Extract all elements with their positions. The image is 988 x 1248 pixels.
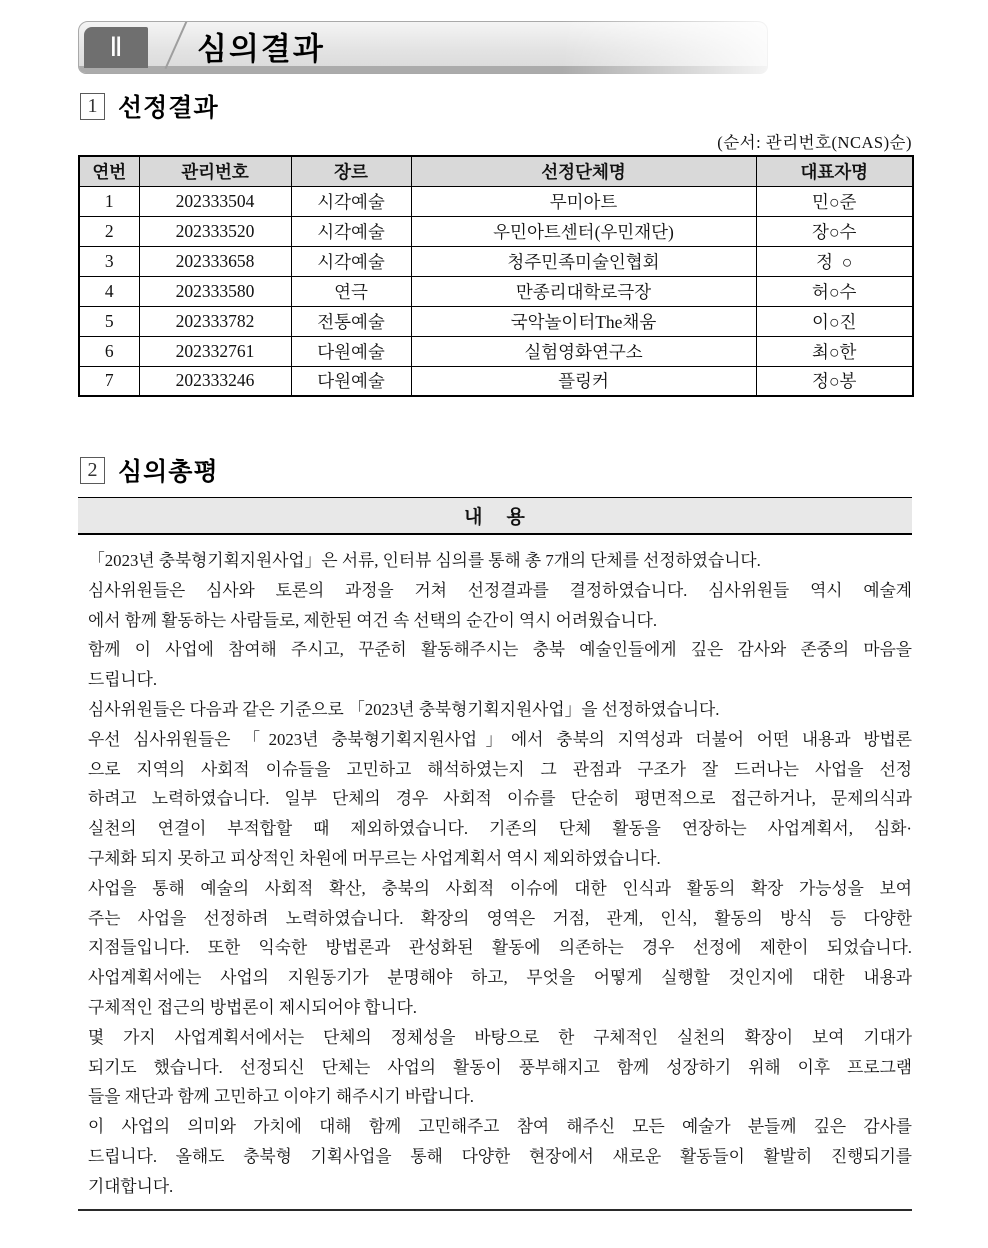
column-header: 선정단체명 <box>411 156 756 186</box>
table-cell: 4 <box>79 276 139 306</box>
table-cell: 플링커 <box>411 366 756 396</box>
table-cell: 1 <box>79 186 139 216</box>
column-header: 연번 <box>79 156 139 186</box>
table-cell: 이○진 <box>756 306 913 336</box>
table-row <box>79 186 913 216</box>
banner-fade <box>562 19 892 77</box>
review-line: 함께 이 사업에 참여해 주시고, 꾸준히 활동해주시는 충북 예술인들에게 깊은 감사와 존중의 마음을 <box>88 640 912 660</box>
table-cell: 전통예술 <box>291 306 411 336</box>
table-row <box>79 276 913 306</box>
table-row <box>79 246 913 276</box>
section-title: 심의총평 <box>118 458 219 486</box>
table-cell: 국악놀이터The채움 <box>411 306 756 336</box>
table-header-row <box>79 156 913 186</box>
table-cell: 7 <box>79 366 139 396</box>
table-row <box>79 366 913 396</box>
section-heading-selection <box>80 88 219 124</box>
table-cell: 202333658 <box>139 246 291 276</box>
review-line: 드립니다. <box>88 670 158 690</box>
review-line: 주는 사업을 선정하려 노력하였습니다. 확장의 영역은 거점, 관계, 인식, 활동의 방식 등 다양한 <box>88 908 912 928</box>
table-cell: 다원예술 <box>291 336 411 366</box>
review-line: 구체화 되지 못하고 피상적인 차원에 머무르는 사업계획서 역시 제외하였습니다. <box>88 848 661 868</box>
table-cell: 장○수 <box>756 216 913 246</box>
table-cell: 정 ○ <box>756 246 913 276</box>
review-line: 사업계획서에는 사업의 지원동기가 분명해야 하고, 무엇을 어떻게 실행할 것인지에 대한 내용과 <box>88 968 912 988</box>
table-row <box>79 216 913 246</box>
section-number-box: 1 <box>80 93 105 120</box>
table-cell: 민○준 <box>756 186 913 216</box>
table-cell: 무미아트 <box>411 186 756 216</box>
table-cell: 최○한 <box>756 336 913 366</box>
table-cell: 5 <box>79 306 139 336</box>
review-line: 실천의 연결이 부적합할 때 제외하였습니다. 기존의 단체 활동을 연장하는 사업계획서, 심화· <box>88 819 912 839</box>
table-row <box>79 336 913 366</box>
chapter-banner <box>78 21 892 75</box>
column-header: 장르 <box>291 156 411 186</box>
content-header-label: 내 용 <box>464 507 526 528</box>
section-title: 선정결과 <box>118 94 219 122</box>
table-cell: 202332761 <box>139 336 291 366</box>
table-cell: 시각예술 <box>291 216 411 246</box>
review-line: 기대합니다. <box>88 1176 174 1196</box>
table-cell: 202333580 <box>139 276 291 306</box>
banner-divider-slash <box>165 21 188 69</box>
table-cell: 청주민족미술인협회 <box>411 246 756 276</box>
table-cell: 시각예술 <box>291 246 411 276</box>
review-line: 심사위원들은 심사와 토론의 과정을 거쳐 선정결과를 결정하였습니다. 심사위원들 역시 예술계 <box>88 580 912 600</box>
review-line: 우선 심사위원들은 「2023년 충북형기획지원사업」에서 충북의 지역성과 더불어 어떤 내용과 방법론 <box>88 729 912 749</box>
table-cell: 실험영화연구소 <box>411 336 756 366</box>
content-header-bar <box>78 497 912 535</box>
review-line: 「2023년 충북형기획지원사업」은 서류, 인터뷰 심의를 통해 총 7개의 단체를 선정하였습니다. <box>88 551 761 570</box>
review-line: 되기도 했습니다. 선정되신 단체는 사업의 활동이 풍부해지고 함께 성장하기 위해 이후 프로그램 <box>88 1057 912 1077</box>
review-line: 하려고 노력하였습니다. 일부 단체의 경우 사회적 이슈를 단순히 평면적으로 접근하거나, 문제의식과 <box>88 789 912 809</box>
table-cell: 2 <box>79 216 139 246</box>
table-cell: 허○수 <box>756 276 913 306</box>
review-line: 으로 지역의 사회적 이슈들을 고민하고 해석하였는지 그 관점과 구조가 잘 드러나는 사업을 선정 <box>88 759 912 779</box>
sort-order-note: (순서: 관리번호(NCAS)순) <box>717 133 912 152</box>
review-line: 드립니다. 올해도 충북형 기획사업을 통해 다양한 현장에서 새로운 활동들이 활발히 진행되기를 <box>88 1146 912 1166</box>
chapter-title: 심의결과 <box>197 31 325 67</box>
table-cell: 202333520 <box>139 216 291 246</box>
table-cell: 정○봉 <box>756 366 913 396</box>
table-cell: 연극 <box>291 276 411 306</box>
selection-table-body <box>79 186 913 396</box>
column-header: 관리번호 <box>139 156 291 186</box>
table-cell: 우민아트센터(우민재단) <box>411 216 756 246</box>
review-line: 심사위원들은 다음과 같은 기준으로 「2023년 충북형기획지원사업」을 선정하였습니다. <box>88 699 720 719</box>
review-line: 에서 함께 활동하는 사람들로, 제한된 여건 속 선택의 순간이 역시 어려웠습니다. <box>88 610 658 630</box>
bottom-rule <box>78 1209 912 1211</box>
table-cell: 202333246 <box>139 366 291 396</box>
section-heading-review <box>80 452 219 488</box>
review-line: 몇 가지 사업계획서에서는 단체의 정체성을 바탕으로 한 구체적인 실천의 확장이 보여 기대가 <box>88 1027 912 1047</box>
review-line: 들을 재단과 함께 고민하고 이야기 해주시기 바랍니다. <box>88 1087 475 1107</box>
selection-results-table <box>78 155 914 397</box>
table-cell: 만종리대학로극장 <box>411 276 756 306</box>
column-header: 대표자명 <box>756 156 913 186</box>
table-cell: 202333782 <box>139 306 291 336</box>
chapter-numeral: Ⅱ <box>109 32 123 62</box>
table-cell: 3 <box>79 246 139 276</box>
table-cell: 6 <box>79 336 139 366</box>
review-line: 이 사업의 의미와 가치에 대해 함께 고민해주고 참여 해주신 모든 예술가 분들께 깊은 감사를 <box>88 1117 912 1137</box>
table-cell: 202333504 <box>139 186 291 216</box>
review-line: 사업을 통해 예술의 사회적 확산, 충북의 사회적 이슈에 대한 인식과 활동의 확장 가능성을 보여 <box>88 878 912 898</box>
review-line: 구체적인 접근의 방법론이 제시되어야 합니다. <box>88 997 417 1017</box>
table-cell: 시각예술 <box>291 186 411 216</box>
chapter-numeral-badge <box>84 27 148 68</box>
review-content <box>88 546 912 1202</box>
table-cell: 다원예술 <box>291 366 411 396</box>
review-line: 지점들입니다. 또한 익숙한 방법론과 관성화된 활동에 의존하는 경우 선정에 제한이 되었습니다. <box>88 938 912 958</box>
section-number-box: 2 <box>80 457 105 484</box>
table-row <box>79 306 913 336</box>
